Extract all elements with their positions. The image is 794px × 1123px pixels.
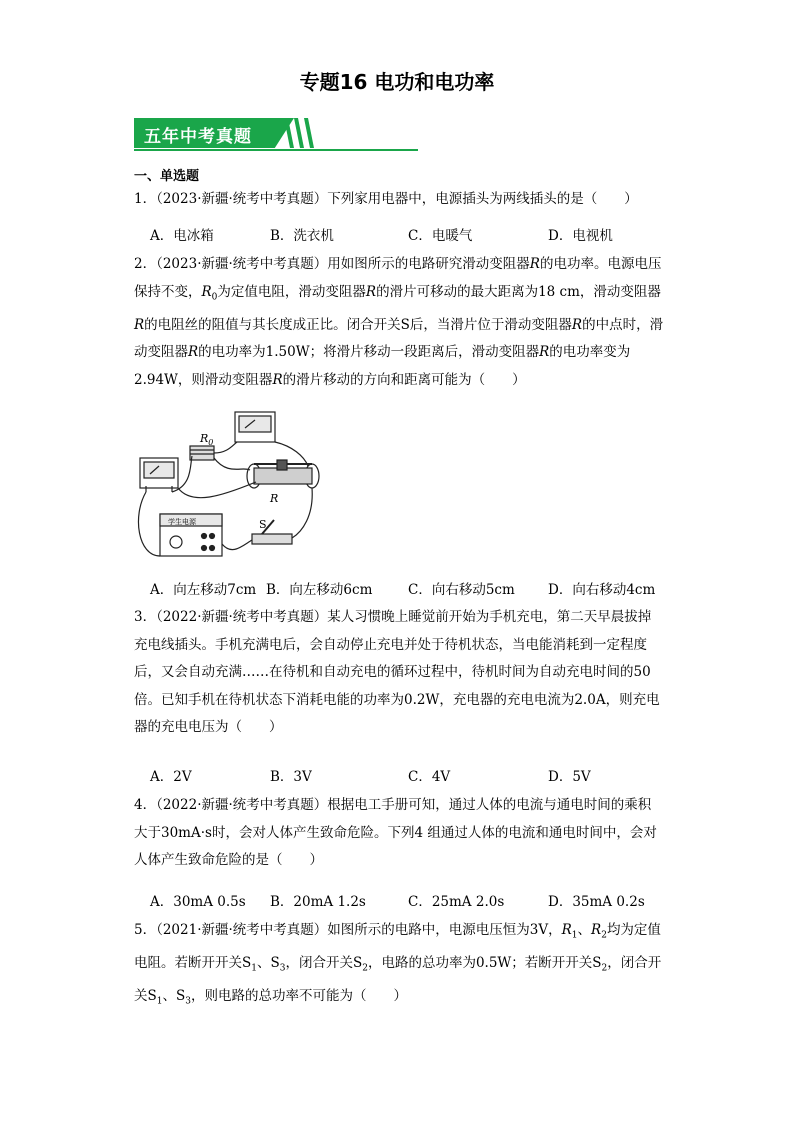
option-d: D．5V bbox=[548, 769, 591, 785]
question-1-options bbox=[150, 224, 670, 248]
option-d: D．向右移动4cm bbox=[548, 582, 656, 598]
question-3: 3．（2022·新疆·统考中考真题）某人习惯晚上睡觉前开始为手机充电，第二天早晨拔掉充电线插头。手机充满电后，会自动停止充电并处于待机状态，当电能消耗到一定程度后，又会自动充满……在待机和自动充电的循环过程中，待机时间为自动充电时间的50倍。已知手机在待机状态下消耗电能的功率为0.2W，充电器的充电电流为2.0A，则充电器的充电电压为（ ） bbox=[134, 609, 660, 735]
label-r0: $R_0$ bbox=[200, 432, 214, 447]
option-d: D．电视机 bbox=[548, 228, 613, 244]
question-5: 5．（2021·新疆·统考中考真题）如图所示的电路中，电源电压恒为3V，$R_1$、$R_2$均为定值电阻。若断开开关$S_1$、$S_3$，闭合开关$S_2$，电路的总功率为0.5W；若断开开关$S_2$，闭合开关$S_1$、$S_3$，则电路的总功率不可能为（ ） bbox=[134, 922, 662, 1008]
label-s: S bbox=[259, 518, 267, 531]
label-supply: 学生电源 bbox=[168, 518, 196, 526]
option-d: D．35mA 0.2s bbox=[548, 894, 645, 910]
option-a: A．向左移动7cm bbox=[150, 582, 257, 598]
question-3-options bbox=[150, 765, 670, 789]
question-2-options bbox=[150, 578, 670, 602]
circuit-figure bbox=[132, 406, 332, 564]
option-b: B．3V bbox=[270, 769, 312, 785]
option-c: C．电暖气 bbox=[408, 228, 473, 244]
option-a: A．30mA 0.5s bbox=[150, 894, 246, 910]
banner-text: 五年中考真题 bbox=[144, 127, 252, 147]
option-a: A．电冰箱 bbox=[150, 228, 214, 244]
option-a: A．2V bbox=[150, 769, 192, 785]
question-2: 2．（2023·新疆·统考中考真题）用如图所示的电路研究滑动变阻器R的电功率。电源电压保持不变，$R_0$为定值电阻，滑动变阻器R的滑片可移动的最大距离为18 cm，滑动变阻器R的电阻丝的阻值与其长度成正比。闭合开关S后，当滑片位于滑动变阻器R的中点时，滑动变阻器R的电功率为1.50W；将滑片移动一段距离后，滑动变阻器R的电功率变为2.94W，则滑动变阻器R的滑片移动的方向和距离可能为（ ） bbox=[134, 256, 664, 388]
option-c: C．向右移动5cm bbox=[408, 582, 515, 598]
option-b: B．向左移动6cm bbox=[266, 582, 373, 598]
question-4-options bbox=[150, 890, 670, 914]
banner-stripe bbox=[304, 118, 314, 148]
page-title: 专题16 电功和电功率 bbox=[299, 70, 495, 94]
banner-underline bbox=[134, 149, 418, 151]
option-c: C．4V bbox=[408, 769, 451, 785]
question-4: 4．（2022·新疆·统考中考真题）根据电工手册可知，通过人体的电流与通电时间的乘积大于30mA·s时，会对人体产生致命危险。下列4 组通过人体的电流和通电时间中，会对人体产生致命危险的是（ ） bbox=[134, 797, 657, 868]
question-1: 1．（2023·新疆·统考中考真题）下列家用电器中，电源插头为两线插头的是（ ） bbox=[134, 191, 638, 207]
label-r: R bbox=[270, 492, 279, 505]
option-c: C．25mA 2.0s bbox=[408, 894, 505, 910]
option-b: B．洗衣机 bbox=[270, 228, 334, 244]
section-banner bbox=[134, 116, 418, 152]
option-b: B．20mA 1.2s bbox=[270, 894, 366, 910]
section-heading: 一、单选题 bbox=[134, 169, 200, 184]
banner-stripe bbox=[294, 118, 304, 148]
